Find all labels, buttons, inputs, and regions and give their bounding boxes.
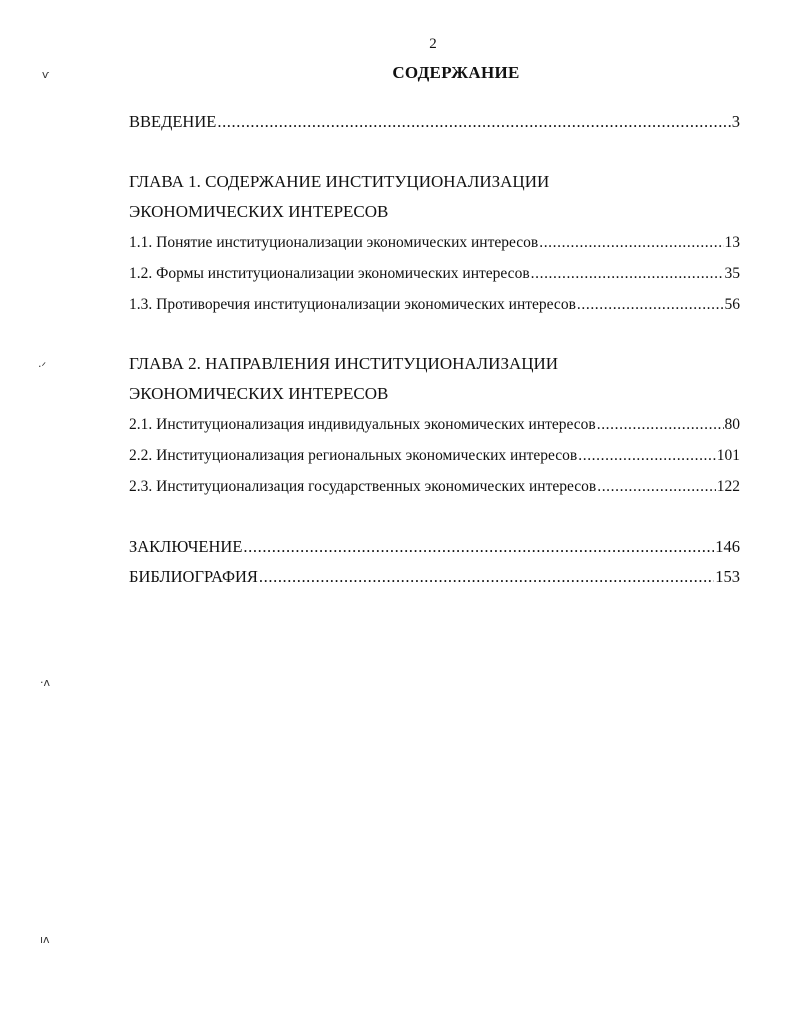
toc-leader-dots	[259, 567, 714, 587]
toc-entry-label: ВВЕДЕНИЕ	[129, 112, 217, 131]
scan-speck: ·ᴧ	[40, 676, 51, 689]
chapter-1-heading-line2[interactable]: ЭКОНОМИЧЕСКИХ ИНТЕРЕСОВ	[129, 202, 389, 221]
toc-entry-page: 56	[724, 296, 740, 313]
toc-entry-page: 80	[724, 416, 740, 433]
chapter-1-heading[interactable]: ГЛАВА 1. СОДЕРЖАНИЕ ИНСТИТУЦИОНАЛИЗАЦИИ	[129, 172, 550, 191]
toc-entry-label: БИБЛИОГРАФИЯ	[129, 567, 258, 586]
toc-entry-label: 2.1. Институционализация индивидуальных экономических интересов	[129, 416, 596, 433]
toc-entry-page: 146	[715, 537, 740, 556]
page-number: 2	[429, 36, 437, 52]
toc-entry-label: 2.3. Институционализация государственных экономических интересов	[129, 478, 597, 495]
toc-entry-section-2-1[interactable]	[129, 416, 740, 434]
toc-entry-page: 13	[724, 234, 740, 251]
toc-entry-page: 35	[724, 265, 740, 282]
toc-leader-dots	[531, 265, 724, 283]
toc-entry-section-1-1[interactable]	[129, 234, 740, 252]
chapter-2-heading[interactable]: ГЛАВА 2. НАПРАВЛЕНИЯ ИНСТИТУЦИОНАЛИЗАЦИИ	[129, 354, 559, 373]
toc-entry-section-1-3[interactable]	[129, 296, 740, 314]
toc-entry-section-2-2[interactable]	[129, 447, 740, 465]
chapter-2-heading-line2[interactable]: ЭКОНОМИЧЕСКИХ ИНТЕРЕСОВ	[129, 384, 389, 403]
toc-entry-page: 122	[716, 478, 740, 495]
page-title: СОДЕРЖАНИЕ	[392, 63, 520, 82]
toc-entry-page: 3	[731, 112, 740, 131]
toc-entry-label: ЗАКЛЮЧЕНИЕ	[129, 537, 243, 556]
toc-leader-dots	[577, 296, 724, 314]
toc-entry-label: 1.2. Формы институционализации экономических интересов	[129, 265, 530, 282]
toc-leader-dots	[243, 537, 714, 557]
toc-entry-page: 153	[715, 567, 740, 586]
toc-leader-dots	[578, 447, 716, 465]
toc-entry-section-2-3[interactable]	[129, 478, 740, 496]
scan-speck: ıᴧ	[40, 933, 50, 946]
toc-entry-label: 1.1. Понятие институционализации экономических интересов	[129, 234, 539, 251]
toc-leader-dots	[217, 112, 730, 132]
toc-entry-bibliography[interactable]	[129, 567, 740, 587]
toc-leader-dots	[539, 234, 723, 252]
scan-speck: ·ᐟ	[38, 360, 47, 373]
toc-entry-label: 2.2. Институционализация региональных экономических интересов	[129, 447, 578, 464]
toc-entry-section-1-2[interactable]	[129, 265, 740, 283]
toc-entry-label: 1.3. Противоречия институционализации экономических интересов	[129, 296, 576, 313]
toc-leader-dots	[597, 416, 724, 434]
toc-entry-page: 101	[716, 447, 740, 464]
toc-entry-introduction[interactable]	[129, 112, 740, 132]
toc-leader-dots	[597, 478, 716, 496]
scan-speck: ѵ	[42, 68, 50, 81]
toc-entry-conclusion[interactable]	[129, 537, 740, 557]
